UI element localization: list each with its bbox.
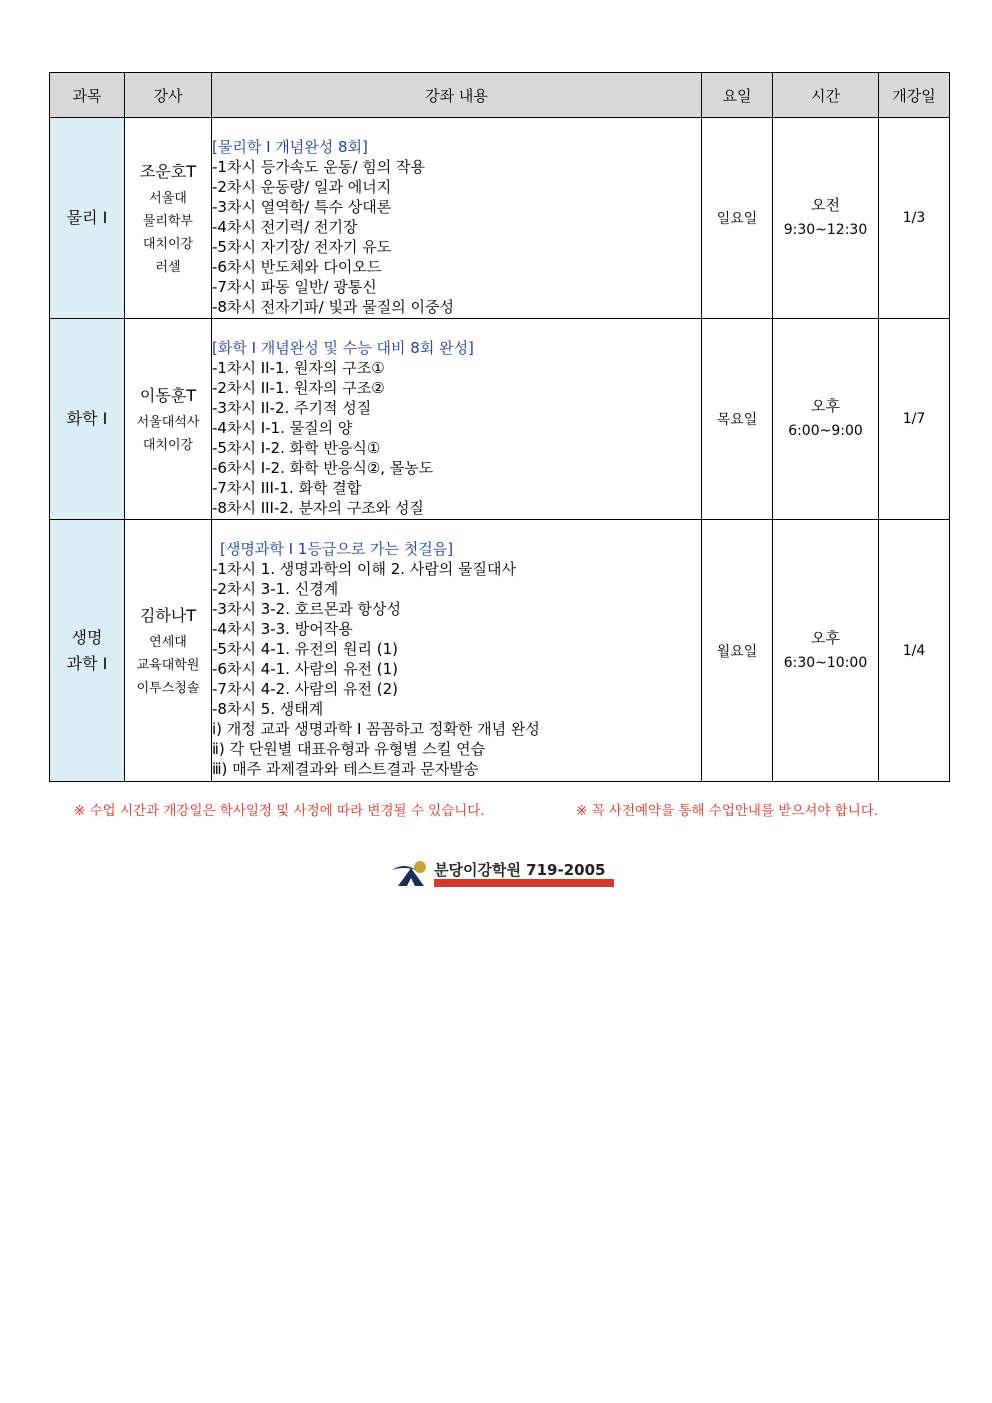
academy-logo-icon (390, 858, 432, 891)
session-item: -4차시 I-1. 물질의 양 (212, 419, 353, 437)
course-title: [물리학 I 개념완성 8회] (212, 138, 368, 156)
schedule-change-notice: ※ 수업 시간과 개강일은 학사일정 및 사정에 따라 변경될 수 있습니다. (74, 803, 485, 819)
teacher-info-line: 서울대석사 (136, 415, 200, 430)
table-row (50, 319, 950, 520)
session-item: -3차시 II-2. 주기적 성질 (212, 399, 372, 417)
teacher-name: 조운호T (139, 162, 197, 181)
header-teacher: 강사 (125, 73, 212, 118)
teacher-info-line: 이투스청솔 (136, 681, 200, 696)
header-day: 요일 (702, 73, 773, 118)
teacher-info-line: 대치이강 (142, 438, 194, 453)
header-subject: 과목 (50, 73, 125, 118)
day-cell: 일요일 (702, 118, 773, 319)
teacher-info-line: 서울대 (149, 191, 187, 206)
open-date-cell: 1/7 (879, 319, 950, 520)
academy-name: 분당이강학원 719-2005 (434, 861, 606, 879)
teacher-cell (125, 520, 212, 782)
session-item: -5차시 4-1. 유전의 원리 (1) (212, 640, 398, 658)
day-cell: 목요일 (702, 319, 773, 520)
teacher-cell (125, 319, 212, 520)
session-item: -5차시 자기장/ 전자기 유도 (212, 238, 392, 256)
subject-name: 물리 I (66, 208, 108, 227)
session-item: -1차시 등가속도 운동/ 힘의 작용 (212, 158, 425, 176)
table-row (50, 118, 950, 319)
open-date-cell: 1/3 (879, 118, 950, 319)
teacher-info-line: 물리학부 (142, 214, 194, 229)
course-content-cell (212, 118, 702, 319)
day-cell: 월요일 (702, 520, 773, 782)
subject-cell (50, 118, 125, 319)
session-item: -6차시 4-1. 사람의 유전 (1) (212, 660, 398, 678)
session-item: -6차시 I-2. 화학 반응식②, 몰농도 (212, 459, 434, 477)
session-item: -2차시 II-1. 원자의 구조② (212, 379, 385, 397)
subject-cell (50, 319, 125, 520)
subject-name: 생명 (71, 627, 103, 647)
academy-logo (390, 858, 615, 891)
session-item: -2차시 3-1. 신경계 (212, 580, 339, 598)
session-item: -4차시 3-3. 방어작용 (212, 620, 353, 638)
session-item: -7차시 4-2. 사람의 유전 (2) (212, 680, 398, 698)
teacher-info-line: 러셀 (155, 260, 181, 275)
academy-info-bar (434, 879, 614, 887)
header-time: 시간 (773, 73, 879, 118)
course-note: ⅲ) 매주 과제결과와 테스트결과 문자발송 (212, 760, 479, 778)
teacher-name: 이동훈T (139, 386, 197, 405)
time-period: 오후 (811, 628, 840, 647)
time-cell (773, 319, 879, 520)
session-item: -8차시 5. 생태계 (212, 700, 324, 718)
subject-name-line2: 과학 I (66, 653, 108, 673)
course-title: [화학 I 개념완성 및 수능 대비 8회 완성] (212, 339, 474, 357)
session-item: -8차시 III-2. 분자의 구조와 성질 (212, 499, 424, 517)
session-item: -1차시 1. 생명과학의 이해 2. 사람의 물질대사 (212, 560, 517, 578)
subject-cell (50, 520, 125, 782)
session-item: -3차시 열역학/ 특수 상대론 (212, 198, 392, 216)
reservation-notice: ※ 꼭 사전예약을 통해 수업안내를 받으셔야 합니다. (576, 803, 879, 819)
header-open: 개강일 (879, 73, 950, 118)
time-cell (773, 118, 879, 319)
open-date-cell: 1/4 (879, 520, 950, 782)
session-item: -7차시 III-1. 화학 결합 (212, 479, 362, 497)
course-note: ⅰ) 개정 교과 생명과학 I 꼼꼼하고 정확한 개념 완성 (212, 720, 540, 738)
session-item: -4차시 전기력/ 전기장 (212, 218, 358, 236)
time-period: 오전 (811, 196, 840, 214)
session-item: -7차시 파동 일반/ 광통신 (212, 278, 377, 296)
session-item: -2차시 운동량/ 일과 에너지 (212, 178, 392, 196)
table-row (50, 520, 950, 782)
teacher-info-line: 대치이강 (142, 237, 194, 252)
header-row (50, 73, 950, 118)
header-content: 강좌 내용 (212, 73, 702, 118)
teacher-cell (125, 118, 212, 319)
teacher-name: 김하나T (139, 606, 197, 625)
schedule-table (49, 72, 950, 782)
teacher-info-line: 교육대학원 (136, 658, 200, 673)
time-cell (773, 520, 879, 782)
time-period: 오후 (811, 397, 840, 415)
subject-name: 화학 I (66, 409, 108, 428)
session-item: -8차시 전자기파/ 빛과 물질의 이중성 (212, 298, 454, 316)
course-content-cell (212, 520, 702, 782)
time-hours: 9:30~12:30 (783, 222, 868, 238)
session-item: -6차시 반도체와 다이오드 (212, 258, 382, 276)
time-hours: 6:00~9:00 (788, 423, 863, 439)
session-item: -5차시 I-2. 화학 반응식① (212, 439, 381, 457)
session-item: -3차시 3-2. 호르몬과 항상성 (212, 600, 401, 618)
course-content-cell (212, 319, 702, 520)
time-hours: 6:30~10:00 (783, 654, 868, 671)
session-item: -1차시 II-1. 원자의 구조① (212, 359, 385, 377)
course-note: ⅱ) 각 단원별 대표유형과 유형별 스킬 연습 (212, 740, 486, 758)
course-title: [생명과학 I 1등급으로 가는 첫걸음] (220, 540, 454, 558)
teacher-info-line: 연세대 (149, 635, 187, 650)
